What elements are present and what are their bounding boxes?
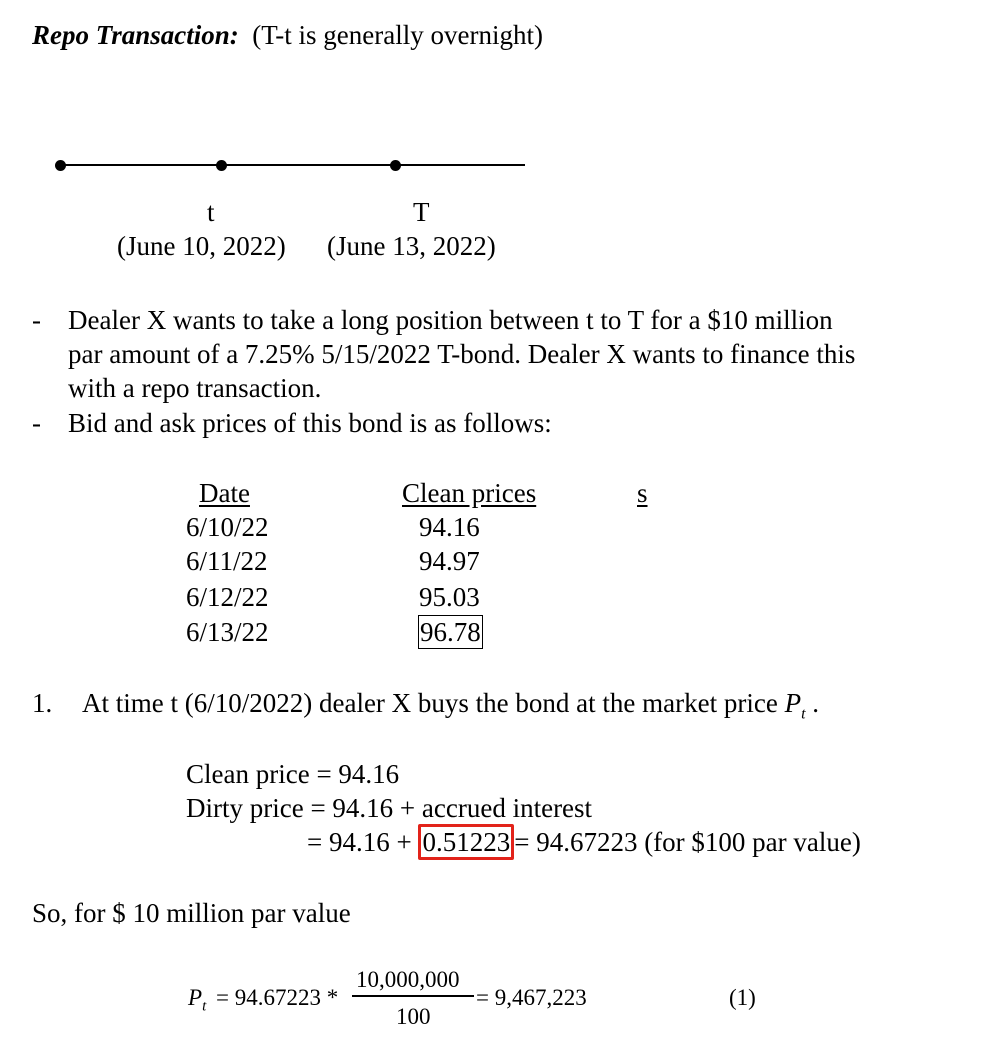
- timeline-line: [60, 164, 525, 166]
- step-text-end: .: [805, 688, 820, 718]
- page-heading: [32, 19, 543, 51]
- step-text: [82, 687, 819, 730]
- result-suffix: = 94.67223 (for $100 par value): [514, 827, 861, 857]
- step-number: 1.: [32, 688, 53, 718]
- table-cell-date: 6/10/22: [186, 512, 269, 542]
- table-cell-price-boxed: 96.78: [420, 617, 481, 647]
- step-text-body: At time t (6/10/2022) dealer X buys the bond at the market price: [82, 688, 785, 718]
- timeline-T-label: T: [413, 197, 430, 227]
- bullet-line: Dealer X wants to take a long position between t to T for a $10 million: [68, 305, 833, 335]
- table-header-date: Date: [199, 478, 250, 508]
- fraction-denominator: 100: [396, 1004, 431, 1029]
- bullet-dash: -: [32, 408, 41, 438]
- timeline-t-dot: [216, 160, 227, 171]
- fraction-numerator: 10,000,000: [356, 967, 460, 992]
- accrued-interest-highlight: 0.51223: [418, 824, 514, 860]
- bullet-line: Bid and ask prices of this bond is as follows:: [68, 408, 552, 438]
- equation-lhs: [188, 984, 206, 1021]
- bullet-line: par amount of a 7.25% 5/15/2022 T-bond. Dealer X wants to finance this: [68, 339, 856, 369]
- table-header-clean-prices: Clean prices: [402, 478, 537, 508]
- price-subscript: t: [801, 705, 806, 723]
- timeline-t-label: t: [207, 197, 215, 227]
- timeline-T-dot: [390, 160, 401, 171]
- dirty-price-result-line: [307, 826, 861, 858]
- table-cell-price: 95.03: [419, 582, 480, 612]
- timeline-start-dot: [55, 160, 66, 171]
- timeline-t-date: (June 10, 2022): [117, 231, 286, 261]
- table-cell-date: 6/13/22: [186, 617, 269, 647]
- par-value-line: So, for $ 10 million par value: [32, 898, 351, 928]
- equation-subscript: t: [202, 998, 207, 1015]
- table-cell-date: 6/12/22: [186, 582, 269, 612]
- dirty-price-line: Dirty price = 94.16 + accrued interest: [186, 793, 593, 823]
- table-cell-price: 94.97: [419, 546, 480, 576]
- table-cell-price: 94.16: [419, 512, 480, 542]
- price-symbol: P: [784, 688, 802, 718]
- result-prefix: = 94.16 +: [307, 827, 419, 857]
- equation-number: (1): [729, 985, 756, 1010]
- fraction-bar: [352, 995, 474, 997]
- equation-symbol: P: [188, 985, 203, 1010]
- table-cell-date: 6/11/22: [186, 546, 268, 576]
- bullet-dash: -: [32, 305, 41, 335]
- table-header-s: s: [637, 478, 648, 508]
- bullet-line: with a repo transaction.: [68, 373, 322, 403]
- clean-price-line: Clean price = 94.16: [186, 759, 400, 789]
- equation-result: = 9,467,223: [476, 985, 587, 1010]
- timeline-T-date: (June 13, 2022): [327, 231, 496, 261]
- equation-multiplier: = 94.67223 *: [216, 985, 339, 1010]
- title: Repo Transaction:: [32, 20, 239, 50]
- subtitle: (T-t is generally overnight): [252, 20, 543, 50]
